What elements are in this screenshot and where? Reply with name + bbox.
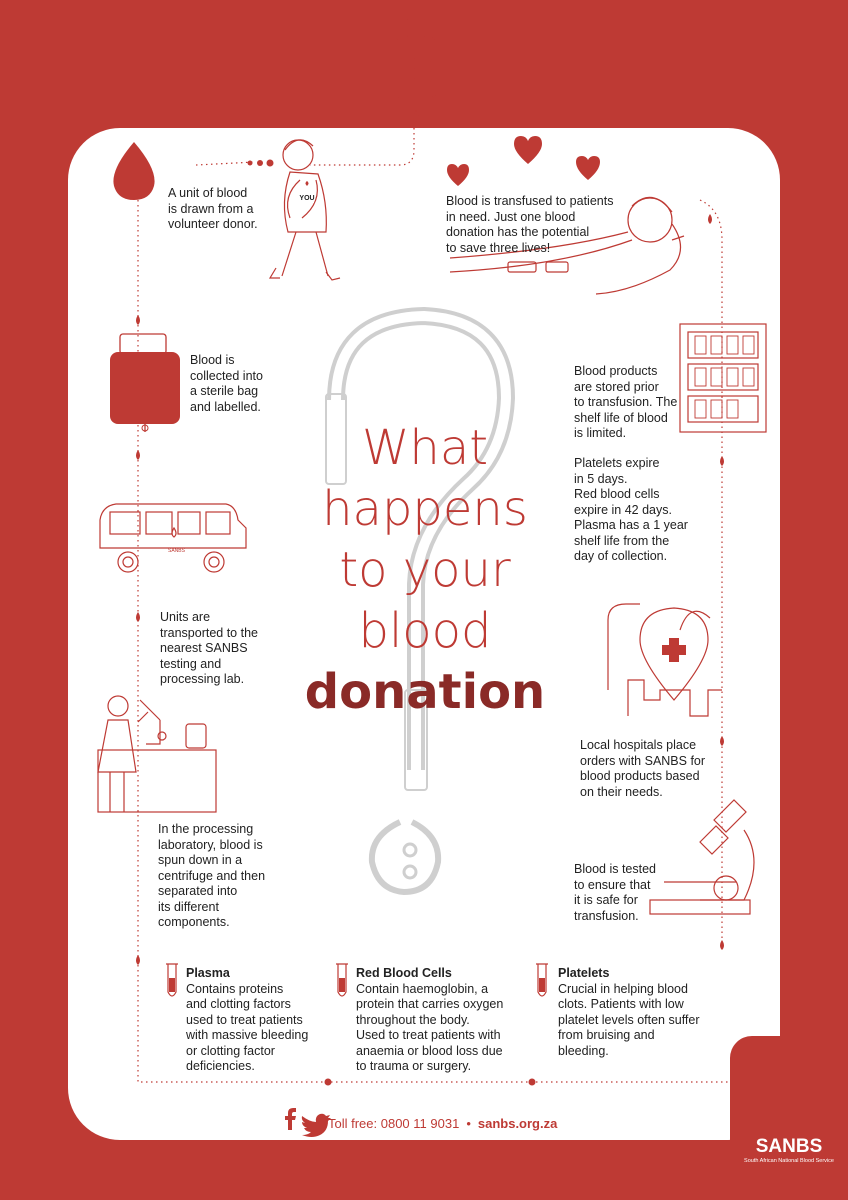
step-hospital-text — [580, 738, 705, 800]
text-line: to save three lives! — [446, 240, 551, 255]
text-line: transported to the — [160, 625, 258, 640]
blood-drop-icon — [113, 142, 154, 200]
text-line: used to treat patients — [186, 1012, 303, 1027]
website-link[interactable]: sanbs.org.za — [477, 1115, 558, 1131]
text-line: Contain haemoglobin, a — [356, 981, 489, 996]
logo-name: SANBS — [755, 1136, 823, 1157]
step-bag-text — [190, 353, 263, 415]
page-title — [290, 418, 560, 723]
text-line: anaemia or blood loss due — [356, 1043, 503, 1058]
donor-icon — [270, 140, 340, 280]
heart-icon — [447, 136, 600, 186]
text-line: shelf life of blood — [574, 410, 668, 425]
van-logo: SANBS — [168, 548, 185, 554]
text-line: a sterile bag — [190, 384, 259, 398]
hospital-location-icon — [608, 604, 722, 716]
text-line: Platelets expire — [574, 456, 660, 470]
text-line: is limited. — [574, 426, 627, 440]
lab-icon — [98, 696, 216, 812]
text-line: it is safe for — [574, 893, 638, 907]
text-line: centrifuge and then — [158, 868, 266, 883]
step-transfused-text — [446, 194, 613, 256]
step-lab-text — [158, 822, 265, 931]
text-line: transfusion. — [574, 908, 639, 923]
title-line: What — [361, 420, 489, 476]
heart-icon — [306, 181, 309, 186]
text-line: to transfusion. The — [574, 395, 678, 409]
text-line: Blood products — [574, 364, 658, 378]
text-line: shelf life from the — [574, 533, 670, 548]
sanbs-logo — [730, 1036, 848, 1200]
step-expiry-text — [574, 456, 688, 565]
text-line: Blood is — [190, 353, 235, 367]
text-line: separated into — [158, 884, 238, 898]
text-line: blood products based — [580, 769, 700, 783]
text-line: with massive bleeding — [186, 1028, 309, 1042]
text-line: donation has the potential — [446, 225, 590, 239]
text-line: in 5 days. — [574, 471, 628, 486]
text-line: Units are — [160, 610, 211, 624]
component-name: Red Blood Cells — [356, 966, 452, 980]
text-line: are stored prior — [574, 379, 659, 394]
step-donor-text — [168, 186, 258, 233]
text-line: clots. Patients with low — [558, 997, 684, 1011]
text-line: protein that carries oxygen — [356, 997, 504, 1011]
text-line: nearest SANBS — [160, 641, 248, 655]
text-line: and labelled. — [190, 399, 261, 414]
you-badge: YOU — [299, 195, 315, 202]
text-line: Contains proteins — [186, 981, 284, 996]
text-line: laboratory, blood is — [158, 837, 263, 852]
text-line: Blood is tested — [574, 862, 656, 876]
text-line: Crucial in helping blood — [558, 981, 688, 996]
text-line: Local hospitals place — [580, 738, 697, 752]
component-name: Platelets — [558, 966, 610, 980]
text-line: to trauma or surgery. — [356, 1059, 472, 1073]
text-line: its different — [158, 899, 219, 914]
text-line: In the processing — [158, 822, 254, 836]
text-line: expire in 42 days. — [574, 502, 672, 517]
van-icon — [100, 504, 246, 572]
component-red-blood-cells — [356, 966, 503, 1075]
text-line: deficiencies. — [186, 1059, 255, 1073]
text-line: and clotting factors — [186, 997, 291, 1011]
footer — [280, 1112, 557, 1134]
text-line: Plasma has a 1 year — [574, 518, 688, 532]
text-line: in need. Just one blood — [446, 209, 576, 224]
title-line: happens — [322, 481, 528, 537]
separator: • — [466, 1115, 471, 1131]
text-line: A unit of blood — [168, 186, 248, 200]
text-line: to ensure that — [574, 877, 651, 892]
text-line: spun down in a — [158, 853, 243, 867]
text-line: volunteer donor. — [168, 217, 258, 231]
iv-bag-icon — [396, 20, 436, 121]
text-line: collected into — [190, 368, 263, 383]
text-line: is drawn from a — [168, 201, 254, 216]
text-line: Red blood cells — [574, 487, 660, 501]
text-line: on their needs. — [580, 784, 663, 799]
text-line: day of collection. — [574, 549, 668, 563]
step-stored-text — [574, 364, 677, 442]
component-name: Plasma — [186, 966, 230, 980]
text-line: testing and — [160, 656, 222, 671]
logo-subtitle: South African National Blood Service — [744, 1158, 834, 1164]
blood-bag-icon — [110, 334, 180, 432]
microscope-icon — [650, 800, 754, 914]
component-plasma — [186, 966, 308, 1075]
title-line-bold: donation — [304, 664, 546, 720]
text-line: Used to treat patients with — [356, 1028, 501, 1042]
text-line: or clotting factor — [186, 1043, 275, 1058]
text-line: platelet levels often suffer — [558, 1012, 700, 1027]
text-line: processing lab. — [160, 672, 245, 686]
text-line: components. — [158, 915, 230, 929]
text-line: from bruising and — [558, 1028, 655, 1042]
step-tested-text — [574, 862, 656, 924]
text-line: orders with SANBS for — [580, 753, 706, 768]
text-line: bleeding. — [558, 1043, 609, 1058]
title-line: blood — [358, 603, 492, 659]
tollfree-text: Toll free: 0800 11 9031 — [328, 1115, 460, 1131]
component-platelets — [558, 966, 700, 1059]
step-transport-text — [160, 610, 258, 688]
text-line: Blood is transfused to patients — [446, 194, 614, 208]
text-line: throughout the body. — [356, 1012, 470, 1027]
storage-fridge-icon — [680, 324, 766, 432]
title-line: to your — [339, 542, 511, 598]
